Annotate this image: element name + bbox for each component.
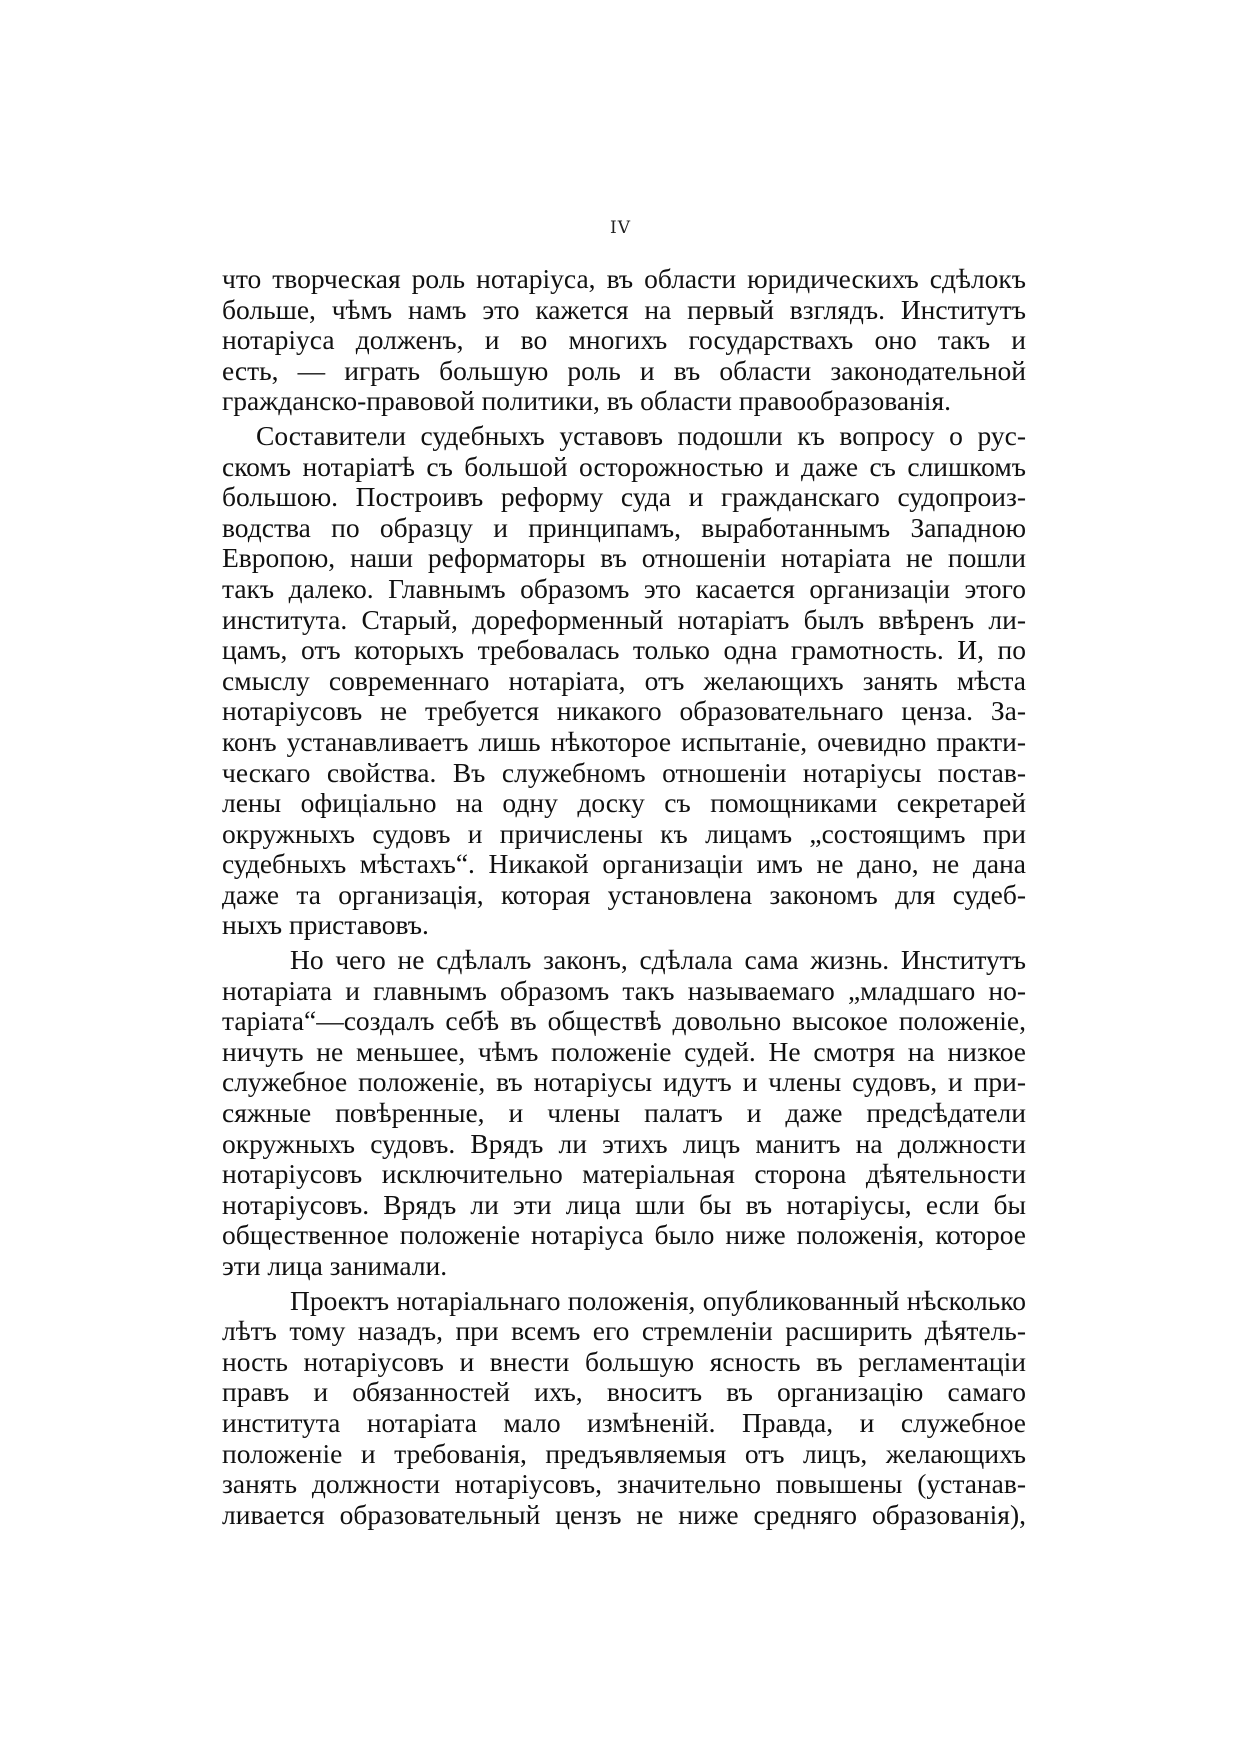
text-line: водства по образцу и принципамъ, выработаннымъ Западною [222,511,1026,543]
text-line: института нотаріата мало измѣненій. Правда, и служебное [222,1406,1026,1438]
text-line: Проектъ нотаріальнаго положенія, опубликованный нѣсколько [290,1284,1026,1316]
text-line: Но чего не сдѣлалъ законъ, сдѣлала сама жизнь. Институтъ [290,944,1026,976]
text-line: скомъ нотаріатѣ съ большой осторожностью и даже съ слишкомъ [222,450,1026,482]
text-line: что творческая роль нотаріуса, въ области юридическихъ сдѣлокъ [222,263,1026,294]
text-line: нотаріусовъ исключительно матеріальная сторона дѣятельности [222,1158,1026,1190]
text-line: занять должности нотаріусовъ, значительно повышены (устанав- [222,1468,1026,1500]
text-line: правъ и обязанностей ихъ, вноситъ въ организацію самаго [222,1376,1026,1408]
text-line: ливается образовательный цензъ не ниже средняго образованія), [222,1498,1026,1530]
text-line: нотаріусовъ не требуется никакого образовательнаго ценза. За- [222,695,1026,727]
text-line: сяжные повѣренные, и члены палатъ и даже предсѣдатели [222,1097,1026,1129]
text-line: лены офиціально на одну доску съ помощниками секретарей [222,787,1026,819]
text-line: положеніе и требованія, предъявляемыя отъ лицъ, желающихъ [222,1437,1026,1469]
text-line: такъ далеко. Главнымъ образомъ это касается организаціи этого [222,572,1026,604]
text-line: цамъ, отъ которыхъ требовалась только одна грамотность. И, по [222,634,1026,666]
text-line: Европою, наши реформаторы въ отношеніи нотаріата не пошли [222,542,1026,574]
text-line: нотаріусовъ. Врядъ ли эти лица шли бы въ нотаріусы, если бы [222,1188,1026,1220]
text-line: ческаго свойства. Въ служебномъ отношеніи нотаріусы постав- [222,756,1026,788]
text-line: общественное положеніе нотаріуса было ниже положенія, которое [222,1219,1026,1251]
text-line: Составители судебныхъ уставовъ подошли къ вопросу о рус- [256,419,1026,451]
text-line: большою. Построивъ реформу суда и гражданскаго судопроиз- [222,481,1026,513]
text-line: есть, — играть большую роль и въ области законодательной [222,354,1026,386]
text-line: судебныхъ мѣстахъ“. Никакой организаціи имъ не дано, не дана [222,848,1026,880]
page-number: IV [610,218,631,238]
text-line: гражданско-правовой политики, въ области правообразованія. [222,385,951,417]
paragraph [222,421,1026,941]
text-line: ность нотаріусовъ и внести большую ясность въ регламентаціи [222,1345,1026,1377]
text-line: эти лица занимали. [222,1250,448,1281]
paragraph [222,945,1026,1282]
text-line: ныхъ приставовъ. [222,909,429,941]
text-line: нотаріата и главнымъ образомъ такъ называемаго „младшаго но- [222,974,1026,1006]
body-text [222,264,1026,1530]
text-line: служебное положеніе, въ нотаріусы идутъ и члены судовъ, и при- [222,1066,1026,1098]
text-line: окружныхъ судовъ. Врядъ ли этихъ лицъ манитъ на должности [222,1127,1026,1159]
text-line: нотаріуса долженъ, и во многихъ государствахъ оно такъ и [222,324,1026,356]
text-line: института. Старый, дореформенный нотаріатъ былъ ввѣренъ ли- [222,603,1026,635]
text-line: таріата“—создалъ себѣ въ обществѣ довольно высокое положеніе, [222,1005,1026,1037]
text-line: больше, чѣмъ намъ это кажется на первый взглядъ. Институтъ [222,293,1026,325]
paragraph [222,264,1026,417]
text-line: лѣтъ тому назадъ, при всемъ его стремленіи расширить дѣятель- [222,1315,1026,1347]
text-line: смыслу современнаго нотаріата, отъ желающихъ занять мѣста [222,664,1026,696]
text-line: ничуть не меньшее, чѣмъ положеніе судей. Не смотря на низкое [222,1035,1026,1067]
text-line: окружныхъ судовъ и причислены къ лицамъ „состоящимъ при [222,817,1026,849]
paragraph [222,1286,1026,1531]
text-line: даже та организація, которая установлена закономъ для судеб- [222,878,1026,910]
text-line: конъ устанавливаетъ лишь нѣкоторое испытаніе, очевидно практи- [222,725,1026,757]
